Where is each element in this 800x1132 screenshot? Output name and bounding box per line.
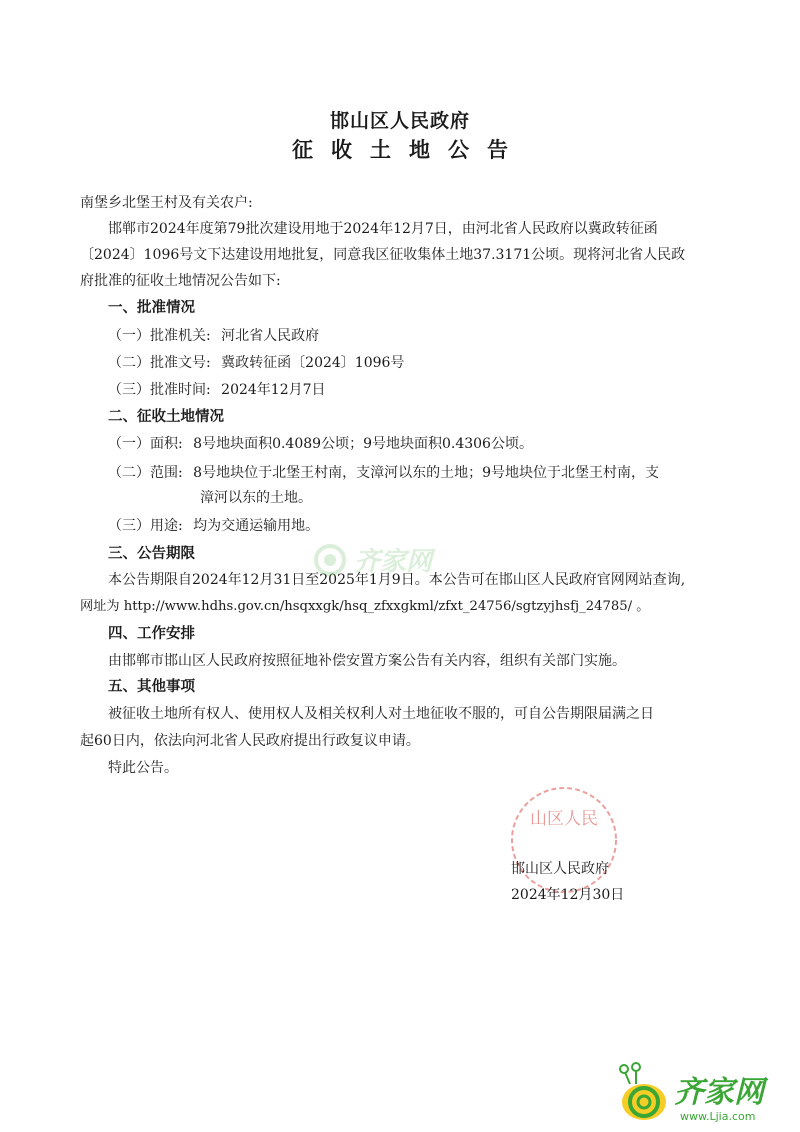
section-2-item-1 — [108, 434, 533, 454]
section-3-line-2: 网址为 http://www.hdhs.gov.cn/hsqxxgk/hsq_zfxxgkml/zfxt_24756/sgtzyjhsfj_24785/ 。 — [80, 599, 650, 614]
section-heading-4: 四、工作安排 — [108, 626, 195, 642]
section-heading-3: 三、公告期限 — [108, 546, 195, 562]
section-5-line-2: 起60日内，依法向河北省人民政府提出行政复议申请。 — [80, 733, 420, 749]
closing-text: 特此公告。 — [108, 760, 178, 776]
item-label: （一）面积: — [108, 436, 183, 452]
logo-url: www.Ljia.com — [680, 1110, 756, 1123]
item-label: （三）用途: — [108, 518, 183, 534]
item-label: （一）批准机关: — [108, 328, 211, 344]
section-2-item-2 — [108, 463, 659, 483]
addressee: 南堡乡北堡王村及有关农户: — [80, 195, 253, 211]
seal-text: 山区人民 — [530, 809, 598, 829]
section-1-item-3 — [108, 380, 326, 400]
section-2-item-2-cont: 漳河以东的土地。 — [200, 490, 312, 506]
document-subtitle: 征收土地公告 — [292, 138, 526, 162]
section-1-item-1 — [108, 326, 319, 346]
item-text: 8号地块位于北堡王村南，支漳河以东的土地；9号地块位于北堡王村南，支 — [193, 465, 659, 481]
section-5-line-1: 被征收土地所有权人、使用权人及相关权利人对土地征收不服的，可自公告期限届满之日 — [108, 706, 654, 722]
item-text: 均为交通运输用地。 — [193, 518, 320, 534]
item-text: 8号地块面积0.4089公顷；9号地块面积0.4306公顷。 — [193, 436, 533, 452]
document-title: 邯山区人民政府 — [329, 110, 470, 132]
item-label: （三）批准时间: — [108, 382, 211, 398]
item-text: 2024年12月7日 — [221, 382, 326, 398]
section-3-line-1: 本公告期限自2024年12月31日至2025年1月9日。本公告可在邯山区人民政府官网网站查询, — [108, 572, 686, 588]
item-label: （二）范围: — [108, 465, 183, 481]
intro-line-3: 府批准的征收土地情况公告如下: — [80, 273, 281, 289]
item-label: （二）批准文号: — [108, 355, 211, 371]
signature-date: 2024年12月30日 — [511, 887, 625, 903]
item-text: 冀政转征函〔2024〕1096号 — [221, 355, 405, 371]
section-1-item-2 — [108, 353, 404, 373]
section-heading-5: 五、其他事项 — [108, 679, 195, 695]
watermark-text: 齐家网 — [354, 547, 433, 577]
watermark-logo — [310, 538, 460, 582]
item-text: 河北省人民政府 — [221, 328, 320, 344]
snail-icon — [620, 1063, 666, 1120]
logo-text: 齐家网 — [674, 1075, 764, 1110]
site-logo — [610, 1062, 786, 1124]
intro-line-2: 〔2024〕1096号文下达建设用地批复，同意我区征收集体土地37.3171公顷。现将河北省人民政 — [80, 247, 686, 263]
intro-line-1: 邯郸市2024年度第79批次建设用地于2024年12月7日，由河北省人民政府以冀政转征函 — [108, 221, 658, 237]
official-seal — [508, 784, 620, 896]
section-4-line-1: 由邯郸市邯山区人民政府按照征地补偿安置方案公告有关内容，组织有关部门实施。 — [108, 653, 626, 669]
section-heading-1: 一、批准情况 — [108, 300, 195, 316]
section-2-item-3 — [108, 516, 319, 536]
section-heading-2: 二、征收土地情况 — [108, 409, 224, 425]
signature-org: 邯山区人民政府 — [511, 861, 609, 877]
